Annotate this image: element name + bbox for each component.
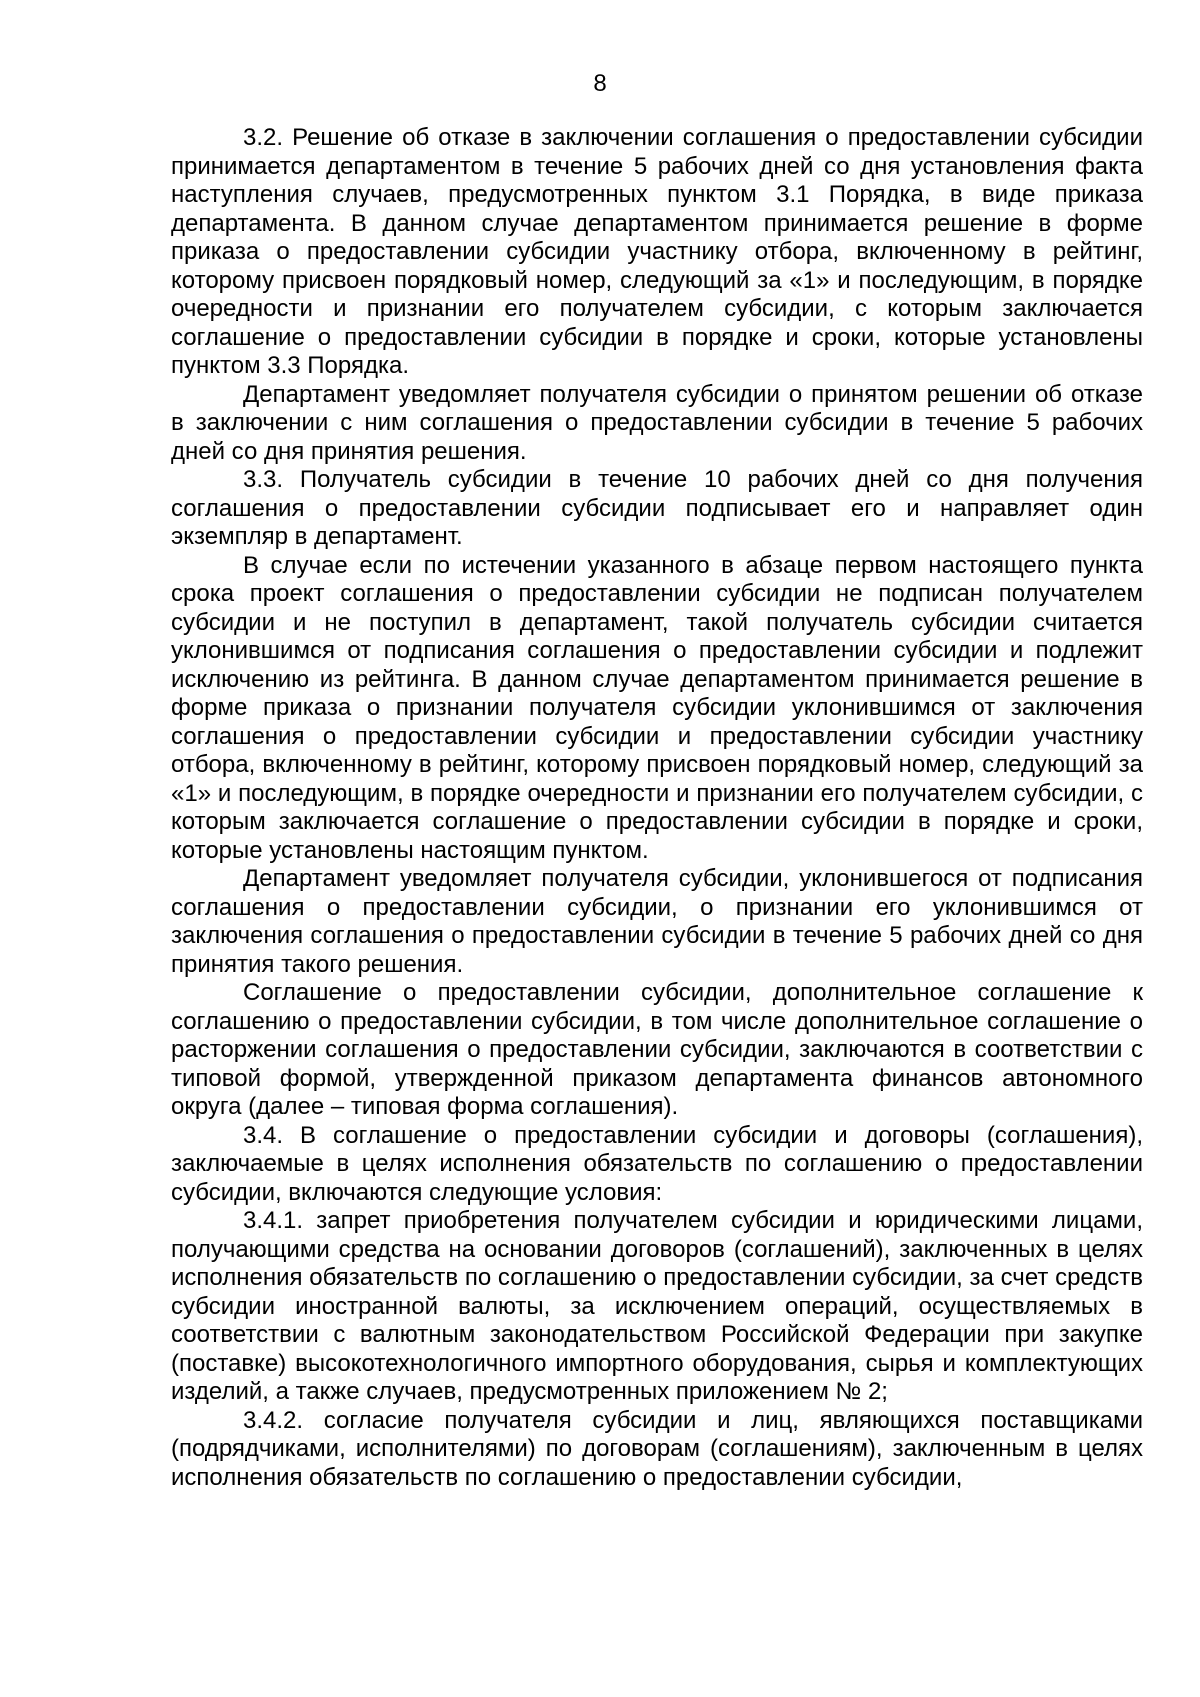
paragraph-evasion: В случае если по истечении указанного в абзаце первом настоящего пункта срока проект соглашения о предоставлении субсидии не подписан получателем субсидии и не поступил в департамент, такой получатель субсидии считается уклонившимся от подписания соглашения о предоставлении субсидии и подлежит исключению из рейтинга. В данном случае департаментом принимается решение в форме приказа о признании получателя субсидии уклонившимся от заключения соглашения о предоставлении субсидии и предоставлении субсидии участнику отбора, включенному в рейтинг, которому присвоен порядковый номер, следующий за «1» и последующим, в порядке очередности и признании его получателем субсидии, с которым заключается соглашение о предоставлении субсидии в порядке и сроки, которые установлены настоящим пунктом. xyxy=(171,551,1143,864)
document-body xyxy=(171,124,1143,1492)
paragraph-3-3: 3.3. Получатель субсидии в течение 10 рабочих дней со дня получения соглашения о предоставлении субсидии подписывает его и направляет один экземпляр в департамент. xyxy=(171,466,1143,550)
page-number: 8 xyxy=(593,70,607,97)
paragraph-standard-form: Соглашение о предоставлении субсидии, дополнительное соглашение к соглашению о предоставлении субсидии, в том числе дополнительное соглашение о расторжении соглашения о предоставлении субсидии, заключаются в соответствии с типовой формой, утвержденной приказом департамента финансов автономного округа (далее – типовая форма соглашения). xyxy=(171,979,1143,1120)
paragraph-3-2: 3.2. Решение об отказе в заключении соглашения о предоставлении субсидии принимается департаментом в течение 5 рабочих дней со дня установления факта наступления случаев, предусмотренных пунктом 3.1 Порядка, в виде приказа департамента. В данном случае департаментом принимается решение в форме приказа о предоставлении субсидии участнику отбора, включенному в рейтинг, которому присвоен порядковый номер, следующий за «1» и последующим, в порядке очередности и признании его получателем субсидии, с которым заключается соглашение о предоставлении субсидии в порядке и сроки, которые установлены пунктом 3.3 Порядка. xyxy=(171,124,1143,379)
paragraph-3-4-2: 3.4.2. согласие получателя субсидии и лиц, являющихся поставщиками (подрядчиками, исполнителями) по договорам (соглашениям), заключенным в целях исполнения обязательств по соглашению о предоставлении субсидии, xyxy=(171,1406,1143,1491)
paragraph-3-4-1: 3.4.1. запрет приобретения получателем субсидии и юридическими лицами, получающими средства на основании договоров (соглашений), заключенных в целях исполнения обязательств по соглашению о предоставлении субсидии, за счет средств субсидии иностранной валюты, за исключением операций, осуществляемых в соответствии с валютным законодательством Российской Федерации при закупке (поставке) высокотехнологичного импортного оборудования, сырья и комплектующих изделий, а также случаев, предусмотренных приложением № 2; xyxy=(171,1207,1143,1405)
paragraph-notification-refusal: Департамент уведомляет получателя субсидии о принятом решении об отказе в заключении с ним соглашения о предоставлении субсидии в течение 5 рабочих дней со дня принятия решения. xyxy=(171,380,1143,465)
paragraph-notification-evasion: Департамент уведомляет получателя субсидии, уклонившегося от подписания соглашения о предоставлении субсидии, о признании его уклонившимся от заключения соглашения о предоставлении субсидии в течение 5 рабочих дней со дня принятия такого решения. xyxy=(171,865,1143,978)
paragraph-3-4: 3.4. В соглашение о предоставлении субсидии и договоры (соглашения), заключаемые в целях исполнения обязательств по соглашению о предоставлении субсидии, включаются следующие условия: xyxy=(171,1121,1143,1206)
